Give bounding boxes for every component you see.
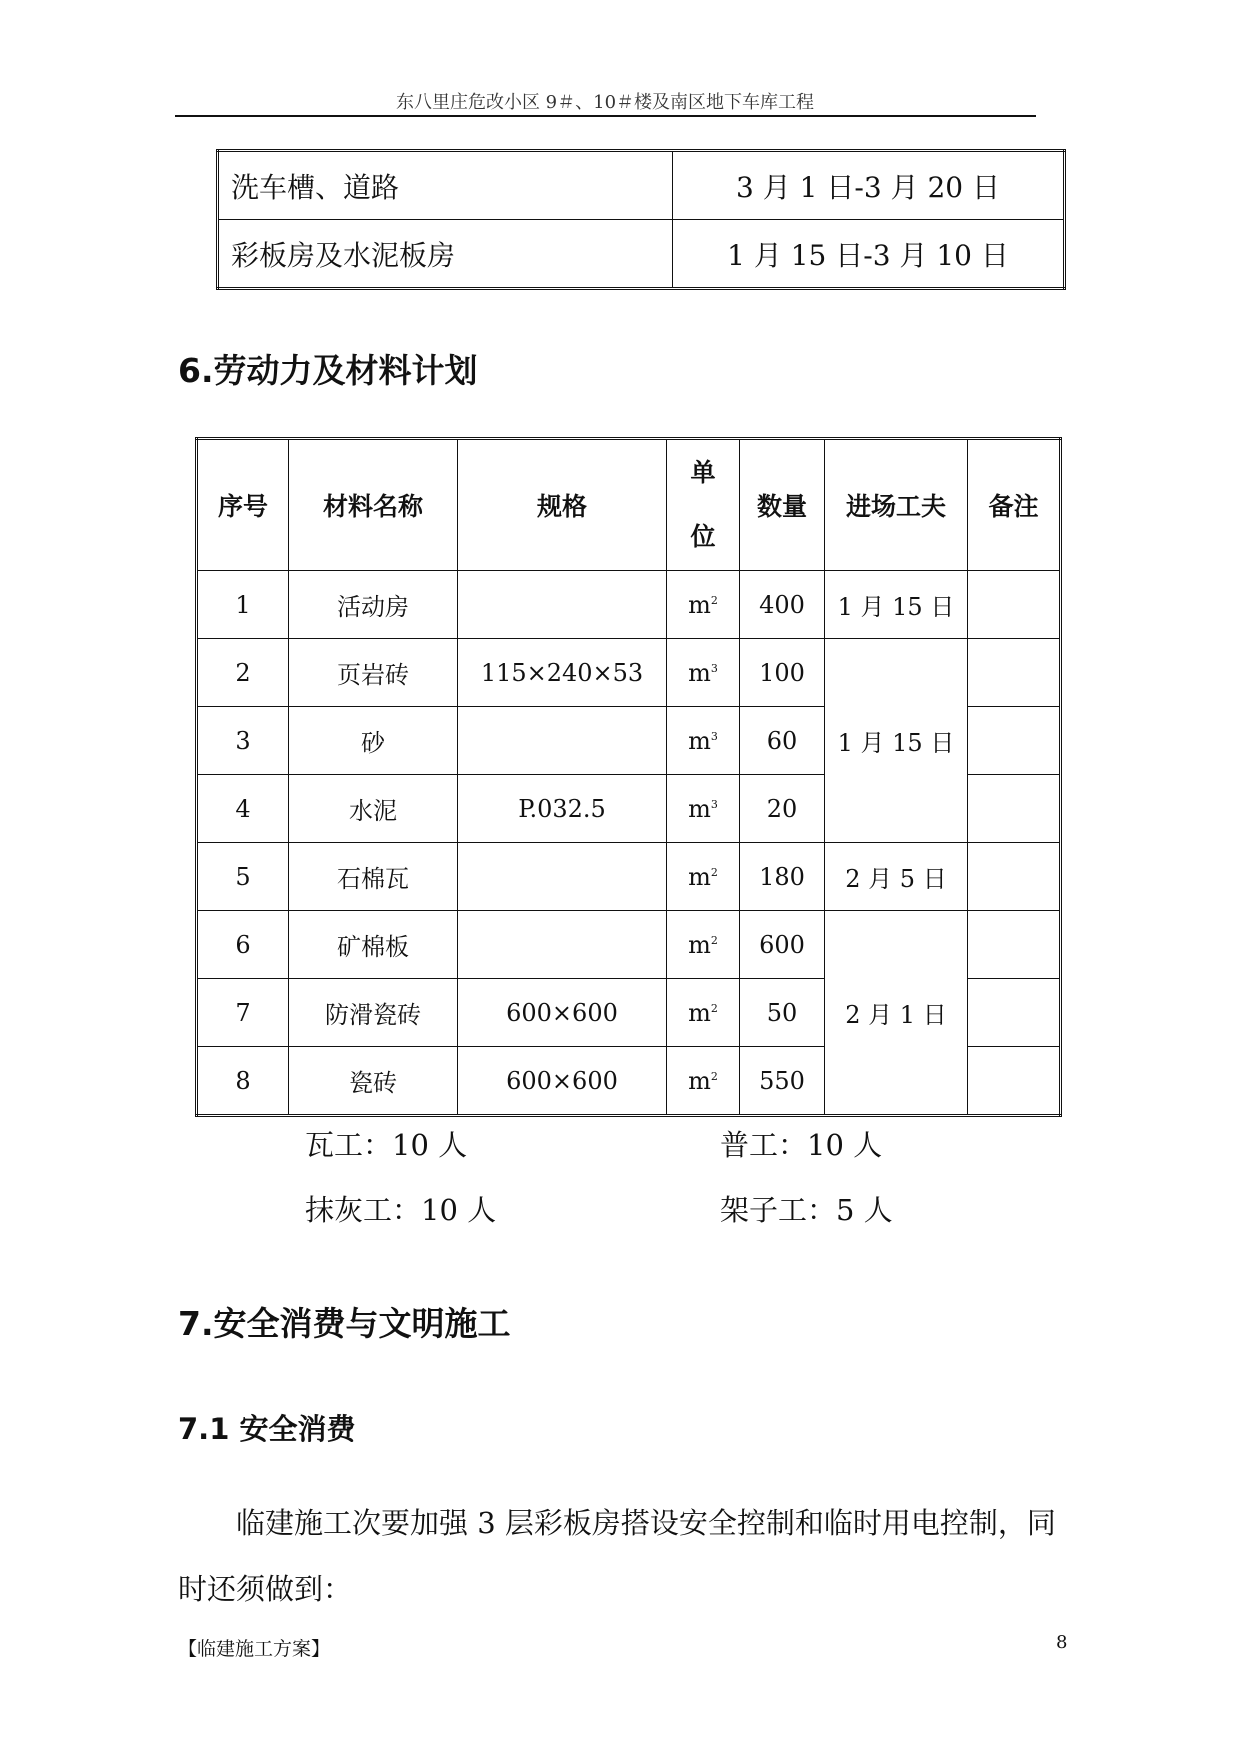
cell-qty: 400 [740,571,825,639]
cell-entry: 2 月 1 日 [825,911,968,1116]
col-header-unit [667,439,740,571]
col-header-unit-line1: 单 [690,458,716,487]
header-divider [175,115,1036,117]
labor-item: 架子工：5 人 [720,1193,893,1227]
cell-spec [458,707,667,775]
cell-note [968,639,1061,707]
col-header-spec: 规格 [458,439,667,571]
cell-no: 2 [197,639,289,707]
cell-unit [667,1047,740,1116]
col-header-qty: 数量 [740,439,825,571]
cell-no: 1 [197,571,289,639]
unit-exponent: 2 [710,865,718,879]
cell-spec [458,911,667,979]
unit-exponent: 2 [710,933,718,947]
labor-item: 普工：10 人 [720,1128,883,1162]
unit-exponent: 2 [710,593,718,607]
schedule-task: 彩板房及水泥板房 [218,220,673,289]
cell-note [968,571,1061,639]
cell-name: 活动房 [289,571,458,639]
cell-note [968,1047,1061,1116]
table-row [197,571,1061,639]
unit-base: m [688,726,711,755]
cell-qty: 550 [740,1047,825,1116]
cell-unit [667,639,740,707]
cell-spec [458,571,667,639]
unit-exponent: 3 [710,797,718,811]
cell-note [968,911,1061,979]
table-row [218,151,1065,220]
col-header-entry: 进场工夫 [825,439,968,571]
unit-base: m [688,590,711,619]
cell-note [968,979,1061,1047]
section-heading: 6.劳动力及材料计划 [178,351,478,390]
cell-name: 石棉瓦 [289,843,458,911]
cell-entry: 1 月 15 日 [825,571,968,639]
unit-base: m [688,930,711,959]
cell-spec: 115×240×53 [458,639,667,707]
unit-base: m [688,862,711,891]
schedule-date: 1 月 15 日-3 月 10 日 [673,220,1065,289]
unit-base: m [688,998,711,1027]
cell-unit [667,571,740,639]
cell-spec: 600×600 [458,1047,667,1116]
table-row [218,220,1065,289]
body-paragraph: 临建施工次要加强 3 层彩板房搭设安全控制和临时用电控制，同时还须做到： [178,1506,1056,1606]
page-header-title: 东八里庄危改小区 9＃、10＃楼及南区地下车库工程 [395,92,815,113]
cell-note [968,775,1061,843]
cell-no: 4 [197,775,289,843]
cell-qty: 50 [740,979,825,1047]
cell-unit [667,707,740,775]
cell-no: 6 [197,911,289,979]
unit-exponent: 3 [710,661,718,675]
table-row [197,843,1061,911]
cell-spec: 600×600 [458,979,667,1047]
cell-no: 5 [197,843,289,911]
labor-item: 瓦工：10 人 [305,1128,468,1162]
schedule-table [216,149,1066,290]
cell-name: 页岩砖 [289,639,458,707]
col-header-unit-line2: 位 [690,522,716,551]
unit-exponent: 2 [710,1001,718,1015]
unit-base: m [688,1066,711,1095]
cell-unit [667,843,740,911]
unit-exponent: 3 [710,729,718,743]
unit-base: m [688,658,711,687]
cell-no: 8 [197,1047,289,1116]
cell-entry: 1 月 15 日 [825,639,968,843]
footer-doc-title: 【临建施工方案】 [178,1638,331,1660]
cell-note [968,843,1061,911]
cell-unit [667,979,740,1047]
cell-qty: 20 [740,775,825,843]
cell-note [968,707,1061,775]
unit-base: m [688,794,711,823]
cell-unit [667,775,740,843]
page-number: 8 [1056,1632,1068,1653]
cell-spec [458,843,667,911]
cell-name: 矿棉板 [289,911,458,979]
subsection-heading: 7.1 安全消费 [178,1412,356,1446]
cell-name: 水泥 [289,775,458,843]
table-header-row [197,439,1061,571]
cell-unit [667,911,740,979]
cell-spec: P.032.5 [458,775,667,843]
cell-no: 7 [197,979,289,1047]
cell-no: 3 [197,707,289,775]
schedule-date: 3 月 1 日-3 月 20 日 [673,151,1065,220]
col-header-note: 备注 [968,439,1061,571]
labor-item: 抹灰工：10 人 [305,1193,497,1227]
materials-table [195,437,1062,1117]
unit-exponent: 2 [710,1069,718,1083]
table-row [197,911,1061,979]
schedule-task: 洗车槽、道路 [218,151,673,220]
section-heading: 7.安全消费与文明施工 [178,1304,511,1343]
cell-name: 瓷砖 [289,1047,458,1116]
col-header-no: 序号 [197,439,289,571]
cell-entry: 2 月 5 日 [825,843,968,911]
cell-qty: 60 [740,707,825,775]
table-row [197,639,1061,707]
cell-name: 砂 [289,707,458,775]
cell-qty: 180 [740,843,825,911]
cell-qty: 100 [740,639,825,707]
cell-qty: 600 [740,911,825,979]
col-header-name: 材料名称 [289,439,458,571]
cell-name: 防滑瓷砖 [289,979,458,1047]
